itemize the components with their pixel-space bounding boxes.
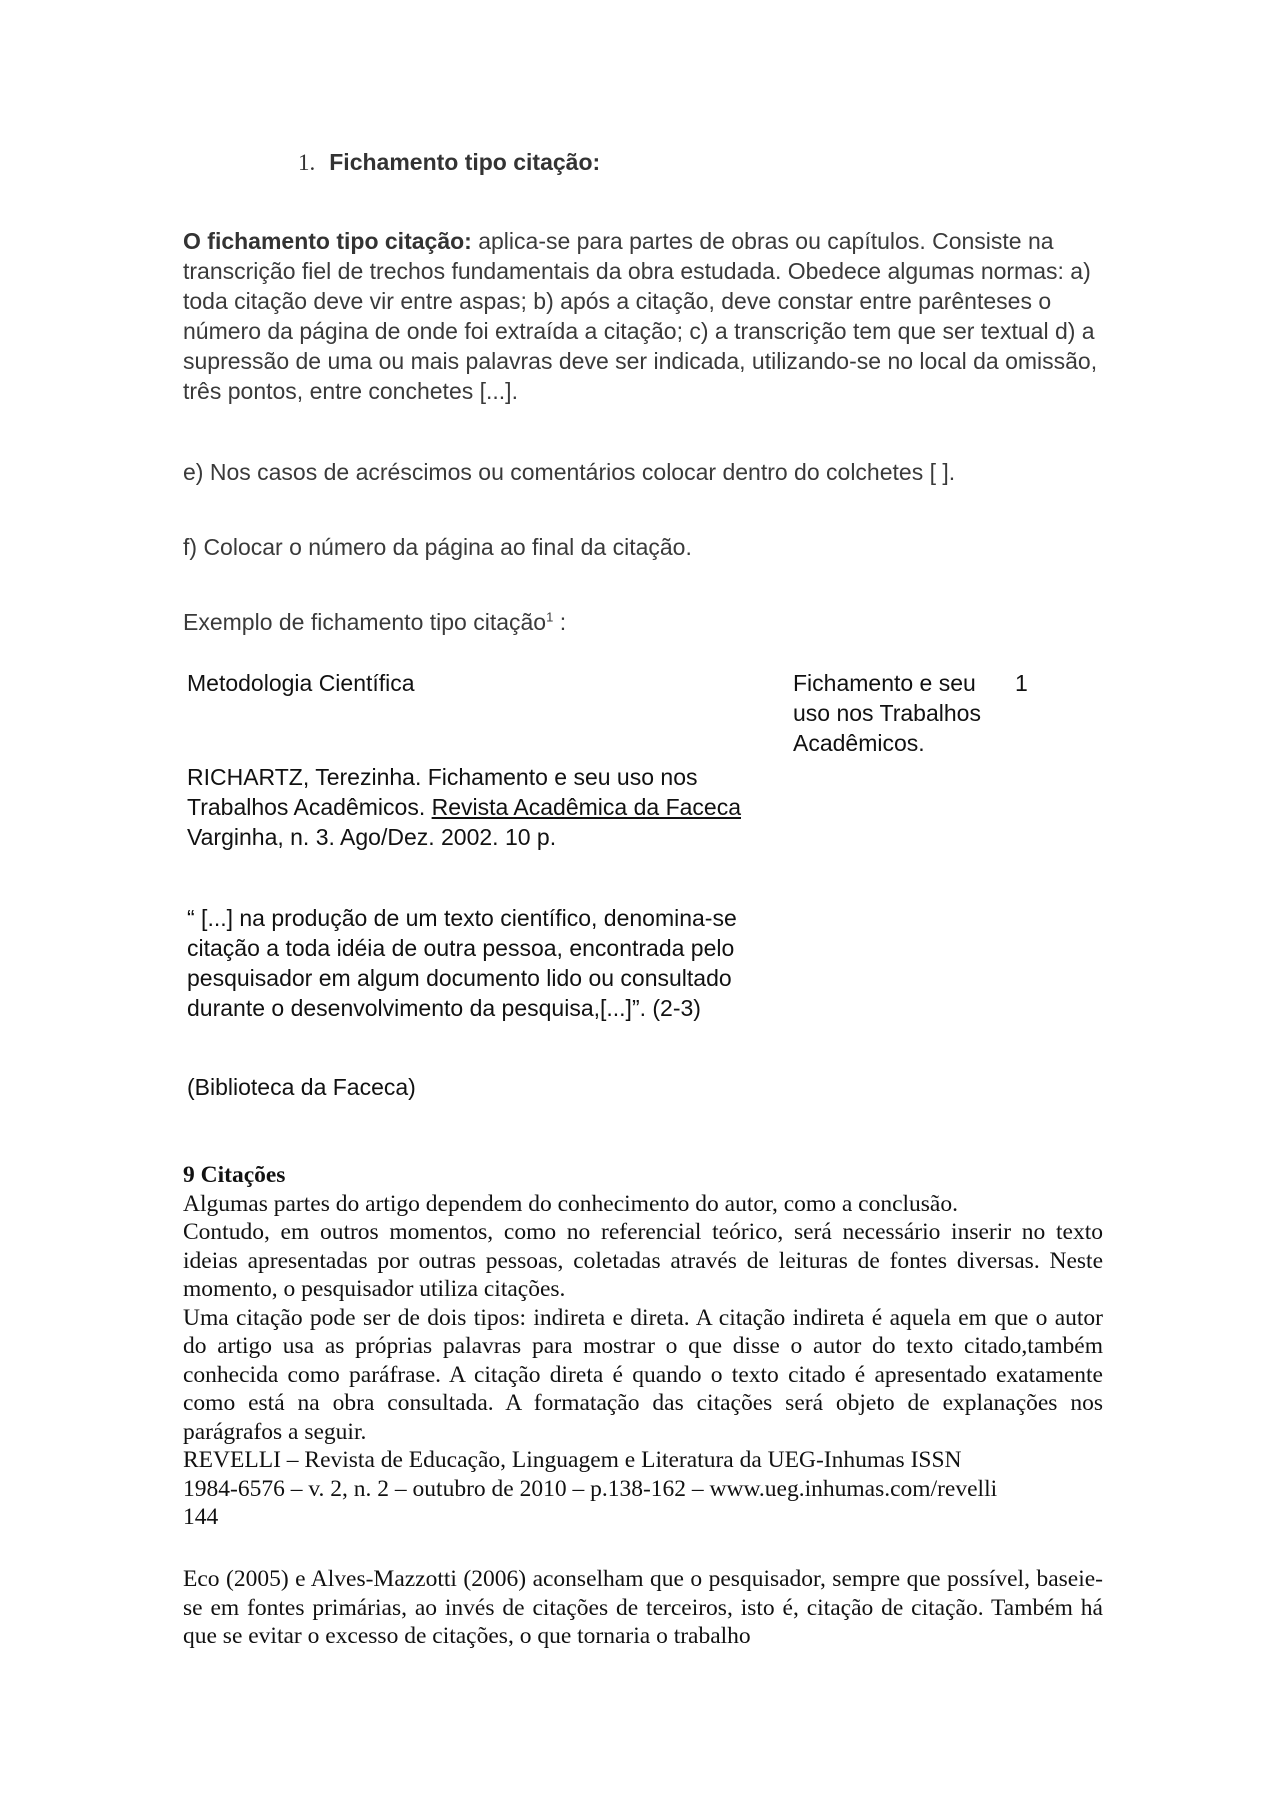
reference-journal: Revista Acadêmica da Faceca [431, 794, 741, 820]
card-reference [187, 762, 787, 852]
section9-p3: Uma citação pode ser de dois tipos: indireta e direta. A citação indireta é aquela em que o autor do artigo usa as próprias palavras para mostrar o que disse o autor do texto citado,também conhecida como paráfrase. A citação direta é quando o texto citado é apresentado exatamente como está na obra consultada. A formatação das citações será objeto de explanações nos parágrafos a seguir. [183, 1304, 1103, 1445]
section9-p2: Contudo, em outros momentos, como no referencial teórico, será necessário inserir no texto ideias apresentadas por outras pessoas, coletadas através de leituras de fontes diversas. Neste momento, o pesquisador utiliza citações. [183, 1219, 1103, 1302]
section9-p4: Eco (2005) e Alves-Mazzotti (2006) aconselham que o pesquisador, sempre que possível, baseie-se em fontes primárias, ao invés de citações de terceiros, isto é, citação de citação. Também há que se evitar o excesso de citações, o que tornaria o trabalho [183, 1566, 1103, 1649]
section9-p1: Algumas partes do artigo dependem do conhecimento do autor, como a conclusão. [183, 1190, 958, 1217]
example-label-text: Exemplo de fichamento tipo citação [183, 609, 547, 635]
card-quote: “ [...] na produção de um texto científico, denomina-se citação a toda idéia de outra pessoa, encontrada pelo pesquisador em algum documento lido ou consultado durante o desenvolvimento da pesquisa,[...]”. (2-3) [187, 905, 737, 1021]
intro-bold-lead: O fichamento tipo citação: [183, 228, 472, 254]
card-number: 1 [1015, 670, 1028, 696]
footnote-marker: 1 [546, 609, 554, 625]
reference-author: RICHARTZ, Terezinha. Fichamento e seu uso nos Trabalhos Acadêmicos. [187, 764, 698, 820]
example-label-suffix: : [553, 609, 567, 635]
section-title: Fichamento tipo citação: [329, 149, 601, 175]
rule-e: e) Nos casos de acréscimos ou comentários colocar dentro do colchetes [ ]. [183, 459, 956, 485]
section9-title: 9 Citações [183, 1162, 286, 1188]
page-number: 144 [183, 1504, 219, 1530]
journal-line-1: REVELLI – Revista de Educação, Linguagem e Literatura da UEG-Inhumas ISSN [183, 1447, 962, 1473]
card-topic: Fichamento e seu uso nos Trabalhos Acadêmicos. [793, 670, 981, 756]
intro-text: aplica-se para partes de obras ou capítulos. Consiste na transcrição fiel de trechos fundamentais da obra estudada. Obedece algumas normas: a) toda citação deve vir entre aspas; b) após a citação, deve constar entre parênteses o número da página de onde foi extraída a citação; c) a transcrição tem que ser textual d) a supressão de uma ou mais palavras deve ser indicada, utilizando-se no local da omissão, três pontos, entre conchetes [...]. [183, 228, 1098, 404]
section9 [183, 1161, 1103, 1532]
example-label [183, 607, 1103, 637]
intro-paragraph [183, 226, 1103, 406]
card-subject: Metodologia Científica [187, 670, 415, 696]
section-number: 1. [298, 150, 316, 175]
reference-tail: Varginha, n. 3. Ago/Dez. 2002. 10 p. [187, 824, 557, 850]
card-location: (Biblioteca da Faceca) [187, 1074, 416, 1100]
section-heading [298, 147, 600, 178]
journal-line-2: 1984-6576 – v. 2, n. 2 – outubro de 2010 – p.138-162 – www.ueg.inhumas.com/revelli [183, 1475, 998, 1502]
rule-f: f) Colocar o número da página ao final da citação. [183, 534, 692, 560]
